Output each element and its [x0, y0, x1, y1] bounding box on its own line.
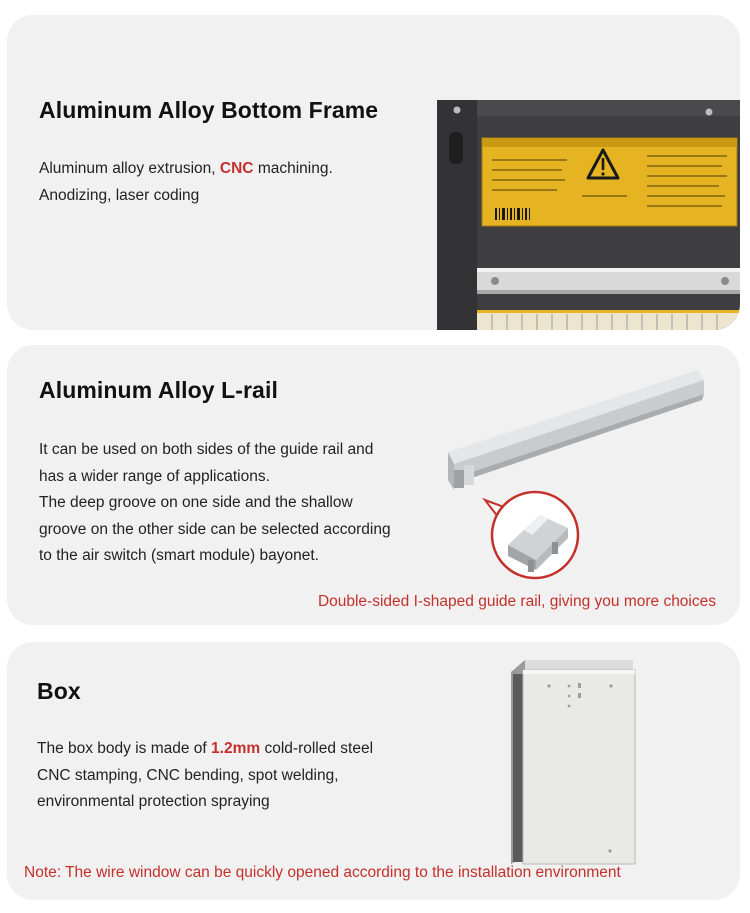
description-line: environmental protection spraying	[37, 793, 270, 810]
section-box	[7, 642, 740, 900]
section-title: Aluminum Alloy L-rail	[39, 377, 278, 403]
rail-profile-zoom	[485, 492, 578, 578]
description-line: groove on the other side can be selected according	[39, 520, 391, 538]
description-line: Anodizing, laser coding	[39, 186, 200, 204]
section-title: Box	[37, 678, 81, 704]
section-title: Aluminum Alloy Bottom Frame	[39, 97, 379, 123]
section-description	[37, 736, 457, 816]
description-line: has a wider range of applications.	[39, 467, 270, 485]
description-line: It can be used on both sides of the guide rail and	[39, 441, 374, 458]
box-note: Note: The wire window can be quickly opened according to the installation environment	[24, 864, 621, 881]
highlight-cnc: CNC	[219, 160, 254, 177]
description-line: CNC stamping, CNC bending, spot welding,	[37, 766, 339, 784]
description-line: to the air switch (smart module) bayonet.	[39, 547, 319, 564]
highlight-thickness: 1.2mm	[211, 740, 261, 757]
section-description	[39, 437, 439, 570]
bottom-frame-image	[437, 100, 740, 330]
rail-note: Double-sided I-shaped guide rail, giving you more choices	[317, 593, 716, 610]
section-description	[39, 156, 399, 209]
guide-rail-shape	[448, 370, 704, 490]
box-image	[505, 656, 645, 868]
description-line: Aluminum alloy extrusion, CNC machining.	[39, 160, 333, 177]
description-line: The deep groove on one side and the shallow	[39, 494, 353, 511]
l-rail-image	[440, 360, 740, 585]
section-l-rail	[7, 345, 740, 625]
section-bottom-frame	[7, 15, 740, 330]
description-line: The box body is made of 1.2mm cold-rolled steel	[37, 740, 374, 757]
